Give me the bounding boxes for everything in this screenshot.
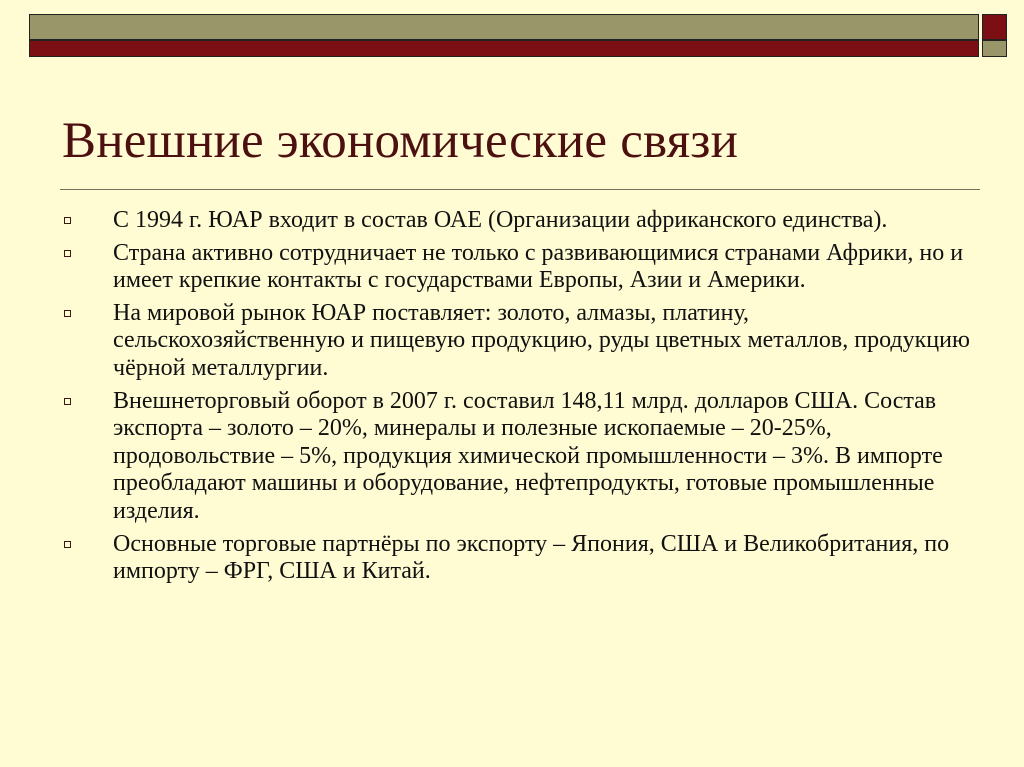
hollow-square-bullet-icon bbox=[64, 541, 71, 548]
bullet-list bbox=[56, 207, 976, 591]
bullet-text: Страна активно сотрудничает не только с развивающимися странами Африки, но и имеет крепкие контакты с государствами Европы, Азии и Америки. bbox=[113, 239, 964, 294]
header-maroon-bar bbox=[29, 40, 979, 57]
list-item bbox=[56, 388, 976, 526]
hollow-square-bullet-icon bbox=[64, 217, 71, 224]
list-item bbox=[56, 207, 976, 235]
list-item bbox=[56, 240, 976, 295]
bullet-text: С 1994 г. ЮАР входит в состав ОАЕ (Организации африканского единства). bbox=[113, 207, 888, 233]
header-olive-square bbox=[982, 40, 1007, 57]
header-olive-bar bbox=[29, 14, 979, 40]
title-divider bbox=[60, 189, 980, 190]
list-item bbox=[56, 300, 976, 383]
hollow-square-bullet-icon bbox=[64, 310, 71, 317]
list-item bbox=[56, 531, 976, 586]
hollow-square-bullet-icon bbox=[64, 250, 71, 257]
bullet-text: Внешнеторговый оборот в 2007 г. составил 148,11 млрд. долларов США. Состав экспорта – золото – 20%, минералы и полезные ископаемые – 20-25%, продовольствие – 5%, продукция химической промышленности – 3%. В импорте преобладают машины и оборудование, нефтепродукты, готовые промышленные изделия. bbox=[113, 387, 943, 524]
hollow-square-bullet-icon bbox=[64, 398, 71, 405]
slide-title: Внешние экономические связи bbox=[62, 113, 739, 169]
header-maroon-square bbox=[982, 14, 1007, 40]
bullet-text: На мировой рынок ЮАР поставляет: золото, алмазы, платину, сельскохозяйственную и пищевую продукцию, руды цветных металлов, продукцию чёрной металлургии. bbox=[113, 299, 970, 381]
bullet-text: Основные торговые партнёры по экспорту – Япония, США и Великобритания, по импорту – ФРГ, США и Китай. bbox=[113, 530, 950, 585]
